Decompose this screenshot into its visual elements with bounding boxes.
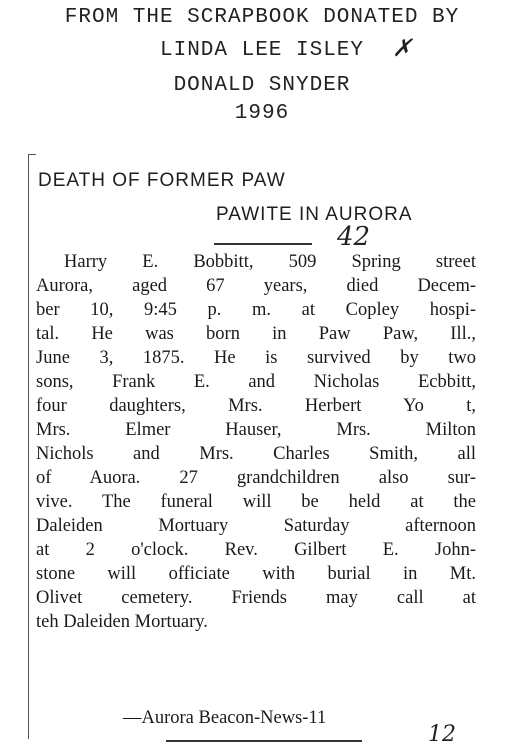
- handwritten-number: 42: [337, 222, 371, 252]
- article-line: June 3, 1875. He is survived by two: [36, 348, 476, 368]
- clipping-edge-top: [28, 154, 36, 155]
- article-line: Harry E. Bobbitt, 509 Spring street: [64, 252, 476, 272]
- article-line: four daughters, Mrs. Herbert Yo t,: [36, 396, 476, 416]
- article-line: Daleiden Mortuary Saturday afternoon: [36, 516, 476, 536]
- article-line: teh Daleiden Mortuary.: [36, 612, 208, 632]
- article-line: Nichols and Mrs. Charles Smith, all: [36, 444, 476, 464]
- article-line: sons, Frank E. and Nicholas Ecbbitt,: [36, 372, 476, 392]
- article-line: stone will officiate with burial in Mt.: [36, 564, 476, 584]
- scrapbook-note-line1: FROM THE SCRAPBOOK DONATED BY: [64, 6, 460, 29]
- article-line: of Auora. 27 grandchildren also sur-: [36, 468, 476, 488]
- source-credit: —Aurora Beacon-News-11: [123, 708, 327, 728]
- headline-rule: [214, 243, 312, 245]
- headline-line2: PAWITE IN AURORA: [216, 204, 413, 225]
- article-line: vive. The funeral will be held at the: [36, 492, 476, 512]
- article-body: [36, 250, 476, 634]
- scrapbook-note-year: 1996: [234, 102, 290, 125]
- scrapbook-note-line3: DONALD SNYDER: [173, 74, 351, 97]
- headline-line1: DEATH OF FORMER PAW: [38, 170, 286, 191]
- article-line: Mrs. Elmer Hauser, Mrs. Milton: [36, 420, 476, 440]
- handwritten-mark: ✗: [392, 34, 413, 62]
- article-line: Aurora, aged 67 years, died Decem-: [36, 276, 476, 296]
- handwritten-corner-number: 12: [428, 722, 456, 747]
- scrapbook-note-line2: LINDA LEE ISLEY: [159, 39, 365, 62]
- newspaper-clipping: [28, 148, 498, 745]
- article-line: at 2 o'clock. Rev. Gilbert E. John-: [36, 540, 476, 560]
- bottom-rule: [166, 740, 362, 742]
- clipping-edge: [28, 154, 29, 739]
- article-line: Olivet cemetery. Friends may call at: [36, 588, 476, 608]
- article-line: ber 10, 9:45 p. m. at Copley hospi-: [36, 300, 476, 320]
- article-line: tal. He was born in Paw Paw, Ill.,: [36, 324, 476, 344]
